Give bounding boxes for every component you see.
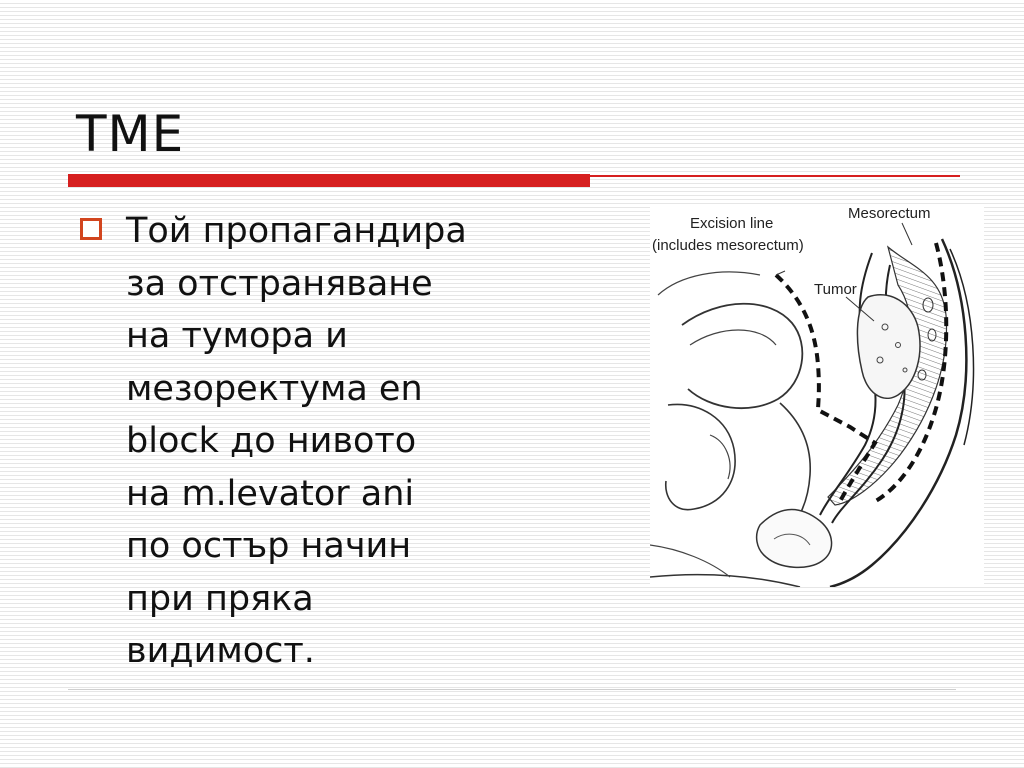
figure-label-mesorectum: Mesorectum [848,205,931,222]
figure-label-includes-mesorectum: (includes mesorectum) [652,237,804,254]
bullet-line-2: за отстраняване [126,263,433,304]
figure-label-excision-line: Excision line [690,215,774,232]
bullet-line-9: видимост. [126,631,315,671]
bullet-text [126,205,566,678]
pelvis-diagram-illustration [650,205,984,587]
bullet-line-1: Той пропагандира [126,211,467,251]
bullet-square-icon [80,218,102,240]
bullet-line-7: по остър начин [126,526,412,566]
title-rule-thick [68,174,590,187]
figure-label-tumor: Tumor [814,281,857,298]
bullet-line-6: на m.levator ani [126,473,415,514]
bullet-line-8: при пряка [126,578,314,619]
bullet-line-4: мезоректума en [126,368,423,409]
slide-title: TME [76,105,185,163]
bullet-line-3: на тумора и [126,316,348,356]
footer-rule [68,689,956,690]
bullet-line-5: block до нивото [126,421,417,461]
anatomy-figure [650,205,984,587]
title-rule-thin [590,175,960,177]
